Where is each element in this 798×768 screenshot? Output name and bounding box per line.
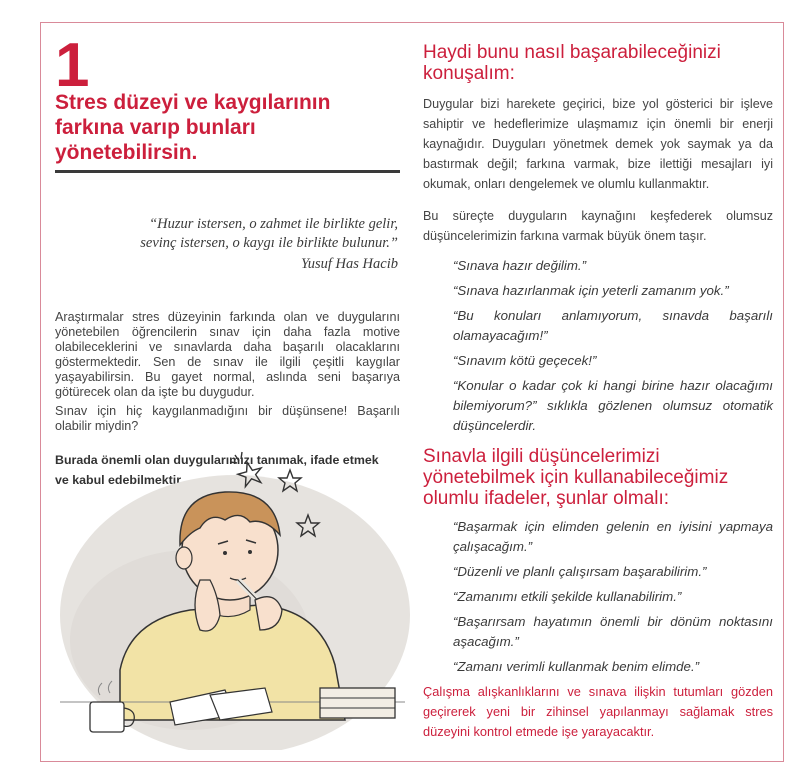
list-item: “Sınavım kötü geçecek!” bbox=[453, 353, 597, 368]
key-note: Burada önemli olan duygularımızı tanımak, ifade etmek ve kabul edebilmektir. bbox=[55, 453, 379, 487]
left-column bbox=[55, 31, 400, 490]
list-item: “Başarırsam hayatımın önemli bir dönüm noktasını aşacağım.” bbox=[453, 614, 773, 649]
negative-thoughts-list bbox=[423, 256, 773, 436]
list-item: “Başarmak için elimden gelenin en iyisini yapmaya çalışacağım.” bbox=[453, 519, 773, 554]
title-divider bbox=[55, 170, 400, 173]
stressed-student-illustration bbox=[50, 440, 410, 750]
list-item: “Zamanı verimli kullanmak benim elimde.” bbox=[453, 659, 700, 674]
list-item: “Sınava hazır değilim.” bbox=[453, 258, 587, 273]
quote-author: Yusuf Has Hacib bbox=[301, 256, 398, 272]
emotions-paragraph: Duygular bizi harekete geçirici, bize yol gösterici bir işleve sahiptir ve hedeflerimize ulaşmamız için önemli bir enerji kaynağıdır. Duyguları yönetmek demek yok saymak ya da bastırmak değil; farkına varmak, bize ilettiği mesajları iyi okumak, onları dengelemek ve olumlu kullanmaktır. bbox=[423, 97, 773, 191]
quote-line-1: “Huzur istersen, o zahmet ile birlikte gelir, bbox=[149, 216, 398, 232]
list-item: “Konular o kadar çok ki hangi birine hazır olacağımı bilemiyorum?” sıklıkla gözlenen olumsuz otomatik düşüncelerdir. bbox=[453, 378, 773, 433]
question-paragraph: Sınav için hiç kaygılanmadığını bir düşünsene! Başarılı olabilir miydin? bbox=[55, 404, 400, 433]
list-item: “Bu konuları anlamıyorum, sınavda başarılı olamayacağım!” bbox=[453, 308, 773, 343]
list-item: “Sınava hazırlanmak için yeterli zamanım yok.” bbox=[453, 283, 729, 298]
right-column bbox=[423, 42, 773, 755]
source-paragraph: Bu süreçte duyguların kaynağını keşfederek olumsuz düşüncelerimizin farkına varmak büyük önem taşır. bbox=[423, 209, 773, 243]
closing-paragraph: Çalışma alışkanlıklarını ve sınava ilişkin tutumları gözden geçirerek yeni bir zihinsel yapılanmayı sağlamak stres düzeyini kontrol etmede işe yarayacaktır. bbox=[423, 684, 773, 739]
positive-statements-list bbox=[423, 517, 773, 677]
list-item: “Zamanımı etkili şekilde kullanabilirim.” bbox=[453, 589, 682, 604]
intro-paragraph: Araştırmalar stres düzeyinin farkında olan ve duygularını yönetebilen öğrencilerin sınav için daha fazla motive olabileceklerini ve sınavlarda daha başarılı olacaklarını göstermektedir. Sen de sınav ile ilgili çeşitli kaygılar yaşayabilirsin. Bu gayet normal, aslında seni başarıya götürecek olan da işte bu duygudur. bbox=[55, 310, 400, 399]
heading-how-to: Haydi bunu nasıl başarabileceğinizi konuşalım: bbox=[423, 42, 721, 84]
section-title: Stres düzeyi ve kaygılarının farkına varıp bunları yönetebilirsin. bbox=[55, 91, 331, 164]
quote-line-2: sevinç istersen, o kaygı ile birlikte bulunur.” bbox=[140, 235, 398, 251]
book-icon bbox=[320, 688, 395, 718]
heading-positive-statements: Sınavla ilgili düşüncelerimizi yönetebilmek için kullanabileceğimiz olumlu ifadeler, şunlar olmalı: bbox=[423, 446, 729, 509]
epigraph-quote bbox=[55, 215, 400, 274]
list-item: “Düzenli ve planlı çalışırsam başarabilirim.” bbox=[453, 564, 707, 579]
section-number: 1 bbox=[55, 31, 88, 100]
